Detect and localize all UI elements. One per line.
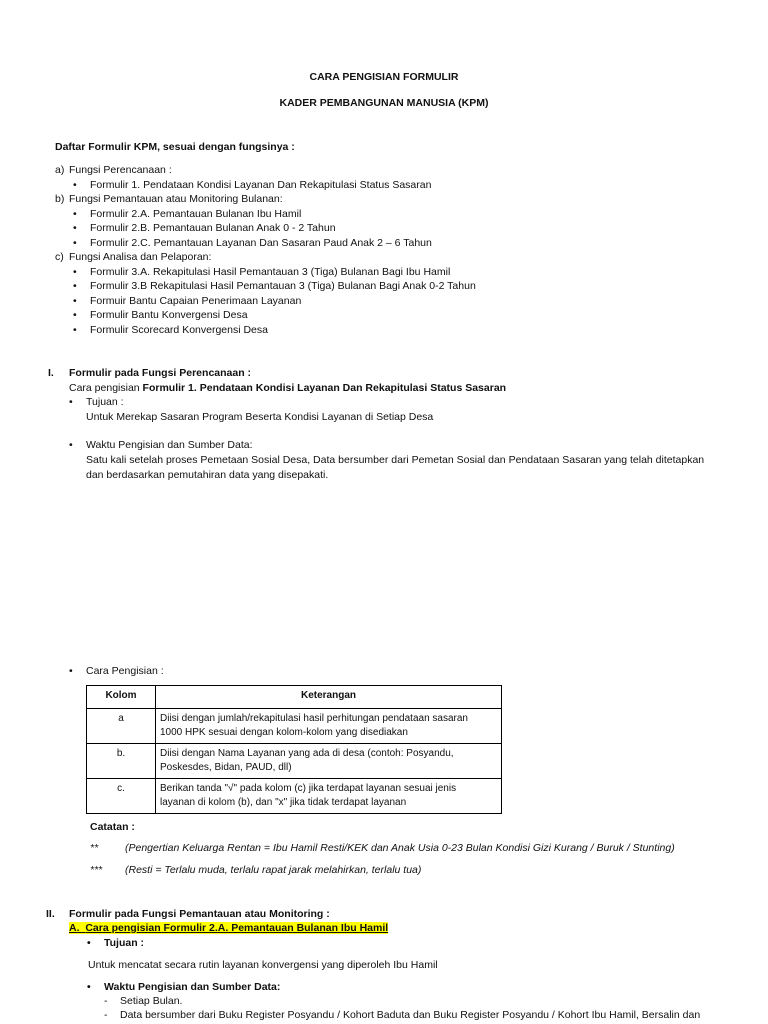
section1-waktu-line2: dan berdasarkan pemutahiran data yang disepakati. — [86, 469, 329, 481]
section2-tujuan-text: Untuk mencatat secara rutin layanan konvergensi yang diperoleh Ibu Hamil — [88, 959, 438, 971]
section1-cara-formulir: Formulir 1. Pendataan Kondisi Layanan Dan Rekapitulasi Status Sasaran — [142, 382, 507, 394]
fungsi-a-label: a) — [55, 164, 65, 176]
catatan-label: Catatan : — [90, 821, 135, 833]
keterangan-table — [86, 685, 502, 814]
doc-title-line1: CARA PENGISIAN FORMULIR — [309, 71, 459, 83]
table-header-keterangan: Keterangan — [156, 686, 502, 709]
table-cell-kolom: c. — [87, 779, 156, 814]
section1-cara-prefix: Cara pengisian — [69, 382, 143, 394]
table-header-kolom: Kolom — [87, 686, 156, 709]
section1-waktu-label: • Waktu Pengisian dan Sumber Data: — [86, 438, 253, 452]
note-text: (Pengertian Keluarga Rentan = Ibu Hamil Resti/KEK dan Anak Usia 0-23 Bulan Kondisi Gizi Kurang / Buruk / Stunting) — [125, 842, 675, 854]
fungsi-b-label: b) — [55, 193, 65, 205]
fungsi-a-item: • Formulir 1. Pendataan Kondisi Layanan Dan Rekapitulasi Status Sasaran — [90, 178, 431, 192]
section1-cara-line — [69, 381, 506, 395]
section2-sub-line — [69, 921, 388, 935]
section2-heading: Formulir pada Fungsi Pemantauan atau Monitoring : — [69, 908, 330, 920]
section1-heading: Formulir pada Fungsi Perencanaan : — [69, 367, 252, 379]
section2-dash-item: - Setiap Bulan. — [120, 994, 182, 1008]
fungsi-c-item: • Formulir Scorecard Konvergensi Desa — [90, 323, 268, 337]
doc-title-line2: KADER PEMBANGUNAN MANUSIA (KPM) — [279, 97, 489, 109]
fungsi-a-title: Fungsi Perencanaan : — [69, 164, 172, 176]
fungsi-c-item: • Formulir 3.A. Rekapitulasi Hasil Pemantauan 3 (Tiga) Bulanan Bagi Ibu Hamil — [90, 265, 450, 279]
section1-number: I. — [48, 367, 54, 379]
table-cell-kolom: b. — [87, 744, 156, 779]
keterangan-line: Diisi dengan jumlah/rekapitulasi hasil perhitungan pendataan sasaran — [160, 713, 468, 724]
section1-waktu-line1: Satu kali setelah proses Pemetaan Sosial Desa, Data bersumber dari Pemetan Sosial dan Pendataan Sasaran yang telah ditetapkan — [86, 454, 705, 466]
fungsi-c-item: • Formulir 3.B Rekapitulasi Hasil Pemantauan 3 (Tiga) Bulanan Bagi Anak 0-2 Tahun — [90, 279, 476, 293]
table-cell-keterangan — [156, 709, 502, 744]
fungsi-b-title: Fungsi Pemantauan atau Monitoring Bulanan: — [69, 193, 283, 205]
fungsi-b-item: • Formulir 2.A. Pemantauan Bulanan Ibu Hamil — [90, 207, 301, 221]
section2-sub-label: A. — [69, 922, 80, 934]
section2-waktu-label: • Waktu Pengisian dan Sumber Data: — [104, 980, 280, 994]
table-cell-keterangan — [156, 744, 502, 779]
keterangan-line: Berikan tanda "√" pada kolom (c) jika terdapat layanan sesuai jenis — [160, 783, 457, 794]
keterangan-line: Diisi dengan Nama Layanan yang ada di desa (contoh: Posyandu, — [160, 748, 454, 759]
note-mark: ** — [90, 842, 99, 854]
table-cell-kolom: a — [87, 709, 156, 744]
keterangan-line: layanan di kolom (b), dan "x" jika tidak terdapat layanan — [160, 797, 407, 808]
section1-cara-pengisian-label: • Cara Pengisian : — [86, 664, 164, 678]
section2-tujuan-label: • Tujuan : — [104, 936, 144, 950]
fungsi-c-item: • Formuir Bantu Capaian Penerimaan Layanan — [90, 294, 301, 308]
note-text: (Resti = Terlalu muda, terlalu rapat jarak melahirkan, terlalu tua) — [125, 864, 422, 876]
note-mark: *** — [90, 864, 103, 876]
fungsi-c-label: c) — [55, 251, 64, 263]
fungsi-c-title: Fungsi Analisa dan Pelaporan: — [69, 251, 212, 263]
table-row — [87, 779, 502, 814]
fungsi-b-item: • Formulir 2.C. Pemantauan Layanan Dan Sasaran Paud Anak 2 – 6 Tahun — [90, 236, 432, 250]
keterangan-line: 1000 HPK sesuai dengan kolom-kolom yang disediakan — [160, 727, 408, 738]
section1-tujuan-label: • Tujuan : — [86, 395, 124, 409]
keterangan-line: Poskesdes, Bidan, PAUD, dll) — [160, 762, 292, 773]
fungsi-b-item: • Formulir 2.B. Pemantauan Bulanan Anak 0 - 2 Tahun — [90, 221, 336, 235]
section1-tujuan-text: Untuk Merekap Sasaran Program Beserta Kondisi Layanan di Setiap Desa — [86, 411, 434, 423]
intro-text: Daftar Formulir KPM, sesuai dengan fungsinya : — [55, 141, 295, 153]
table-row — [87, 709, 502, 744]
table-header-row — [87, 686, 502, 709]
table-cell-keterangan — [156, 779, 502, 814]
table-row — [87, 744, 502, 779]
section2-sub-heading: Cara pengisian Formulir 2.A. Pemantauan Bulanan Ibu Hamil — [85, 922, 389, 934]
section2-number: II. — [46, 908, 55, 920]
fungsi-c-item: • Formulir Bantu Konvergensi Desa — [90, 308, 248, 322]
section2-dash-item: - Data bersumber dari Buku Register Posyandu / Kohort Baduta dan Buku Register Posyandu / Kohort Ibu Hamil, Bersalin dan — [120, 1008, 700, 1022]
